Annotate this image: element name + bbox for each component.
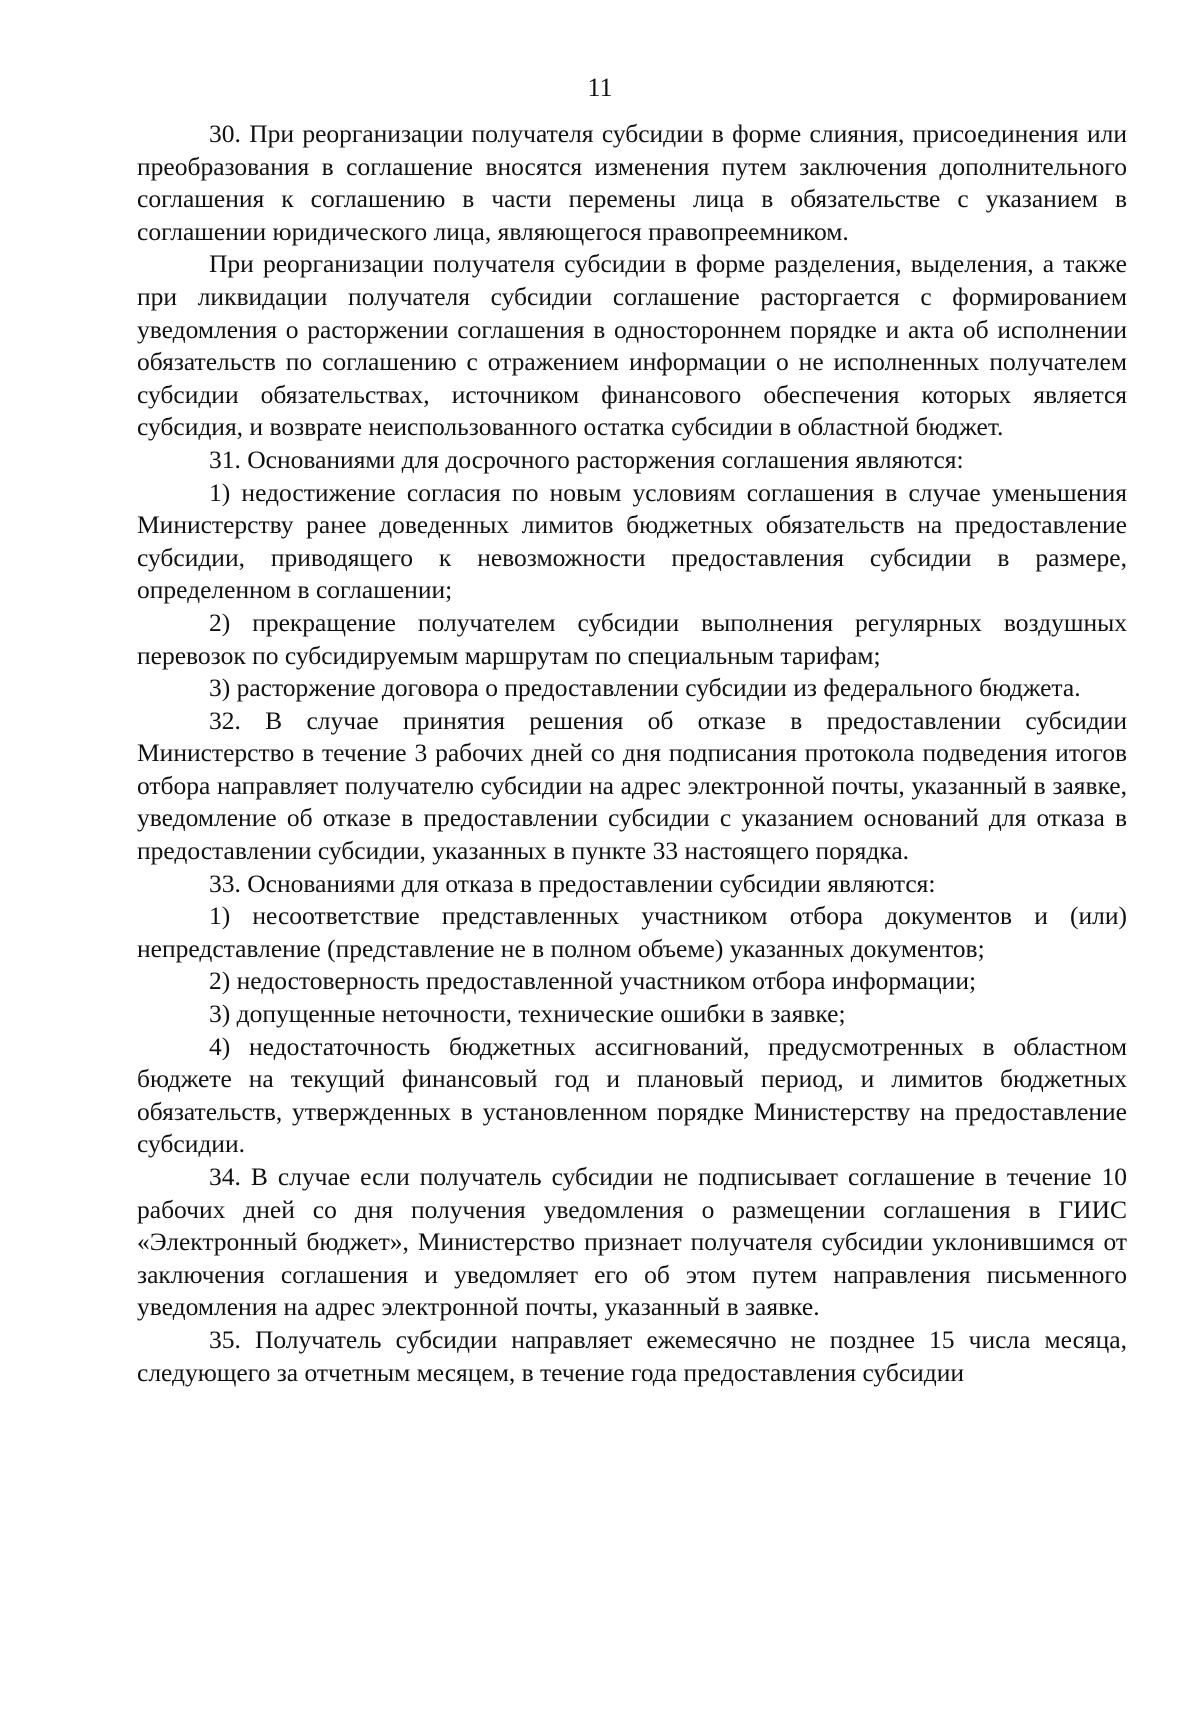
paragraph-31: 31. Основаниями для досрочного расторжения соглашения являются: [209,444,964,474]
paragraph-31-item-2: 2) прекращение получателем субсидии выполнения регулярных воздушных перевозок по субсидируемым маршрутам по специальным тарифам; [137,607,1127,670]
paragraph-34: 34. В случае если получатель субсидии не подписывает соглашение в течение 10 рабочих дней со дня получения уведомления о размещении соглашения в ГИИС «Электронный бюджет», Министерство признает получателя субсидии уклонившимся от заключения соглашения и уведомляет его об этом путем направления письменного уведомления на адрес электронной почты, указанный в заявке. [137,1162,1127,1322]
paragraph-31-item-3: 3) расторжение договора о предоставлении субсидии из федерального бюджета. [209,673,1081,703]
document-body [137,118,1127,1389]
paragraph-32: 32. В случае принятия решения об отказе в предоставлении субсидии Министерство в течение 3 рабочих дней со дня подписания протокола подведения итогов отбора направляет получателю субсидии на адрес электронной почты, указанный в заявке, уведомление об отказе в предоставлении субсидии с указанием оснований для отказа в предоставлении субсидии, указанных в пункте 33 настоящего порядка. [137,705,1127,866]
paragraph-30-reorganization: При реорганизации получателя субсидии в форме разделения, выделения, а также при ликвидации получателя субсидии соглашение расторгается с формированием уведомления о расторжении соглашения в одностороннем порядке и акта об исполнении обязательств по соглашению с отражением информации о не исполненных получателем субсидии обязательствах, источником финансового обеспечения которых является субсидия, и возврате неиспользованного остатка субсидии в областной бюджет. [137,249,1127,442]
paragraph-31-item-1: 1) недостижение согласия по новым условиям соглашения в случае уменьшения Министерству ранее доведенных лимитов бюджетных обязательств на предоставление субсидии, приводящего к невозможности предоставления субсидии в размере, определенном в соглашении; [137,477,1127,605]
paragraph-33-item-3: 3) допущенные неточности, технические ошибки в заявке; [209,999,846,1029]
paragraph-35: 35. Получатель субсидии направляет ежемесячно не позднее 15 числа месяца, следующего за отчетным месяцем, в течение года предоставления субсидии [137,1324,1127,1387]
page-number: 11 [587,73,613,102]
paragraph-33: 33. Основаниями для отказа в предоставлении субсидии являются: [209,868,936,898]
paragraph-30: 30. При реорганизации получателя субсидии в форме слияния, присоединения или преобразования в соглашение вносятся изменения путем заключения дополнительного соглашения к соглашению в части перемены лица в обязательстве с указанием в соглашении юридического лица, являющегося правопреемником. [137,119,1127,246]
paragraph-33-item-1: 1) несоответствие представленных участником отбора документов и (или) непредставление (представление не в полном объеме) указанных документов; [137,901,1127,963]
paragraph-33-item-4: 4) недостаточность бюджетных ассигнований, предусмотренных в областном бюджете на текущий финансовый год и плановый период, и лимитов бюджетных обязательств, утвержденных в установленном порядке Министерству на предоставление субсидии. [137,1031,1127,1159]
paragraph-33-item-2: 2) недостоверность предоставленной участником отбора информации; [209,966,977,996]
